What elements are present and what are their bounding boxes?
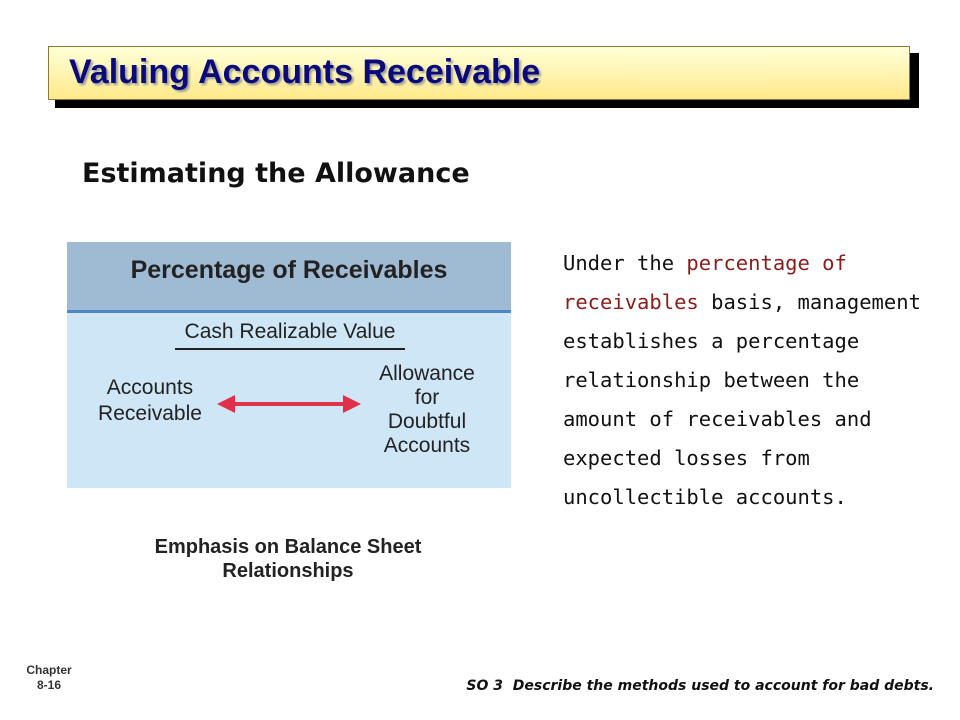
body-highlight: percentage of receivables	[563, 251, 847, 314]
body-intro: Under the	[563, 251, 687, 275]
double-headed-arrow-icon	[217, 392, 361, 416]
figure-caption	[80, 535, 496, 583]
chapter-number: 8-16	[36, 678, 62, 692]
body-rest: basis, management establishes a percentage relationship between the amount of receivables and expected losses from uncollectible accounts.	[563, 290, 921, 509]
arrow-head-left	[217, 395, 235, 413]
allowance-line-1: Allowance	[379, 362, 475, 385]
figure-header-title: Percentage of Receivables	[130, 256, 448, 284]
chapter-word: Chapter	[26, 663, 72, 677]
allowance-line-4: Accounts	[383, 434, 471, 457]
subheading: Estimating the Allowance	[82, 158, 470, 189]
figure-caption-line-2: Relationships	[222, 560, 354, 582]
body-paragraph	[563, 244, 943, 517]
accounts-receivable-label	[87, 375, 213, 427]
figure-caption-line-1: Emphasis on Balance Sheet	[154, 536, 422, 558]
title-bar	[48, 46, 910, 100]
allowance-label	[359, 362, 495, 458]
allowance-line-2: for	[414, 386, 440, 409]
slide-title: Valuing Accounts Receivable	[69, 53, 541, 91]
figure-header	[67, 242, 511, 313]
chapter-label	[20, 663, 78, 693]
percentage-of-receivables-figure	[67, 242, 511, 488]
accounts-receivable-line-1: Accounts	[106, 376, 194, 399]
accounts-receivable-line-2: Receivable	[98, 402, 202, 425]
cash-realizable-value-label: Cash Realizable Value	[175, 320, 405, 350]
allowance-line-3: Doubtful	[387, 410, 467, 433]
study-objective-footer: SO 3 Describe the methods used to account for bad debts.	[466, 678, 934, 694]
